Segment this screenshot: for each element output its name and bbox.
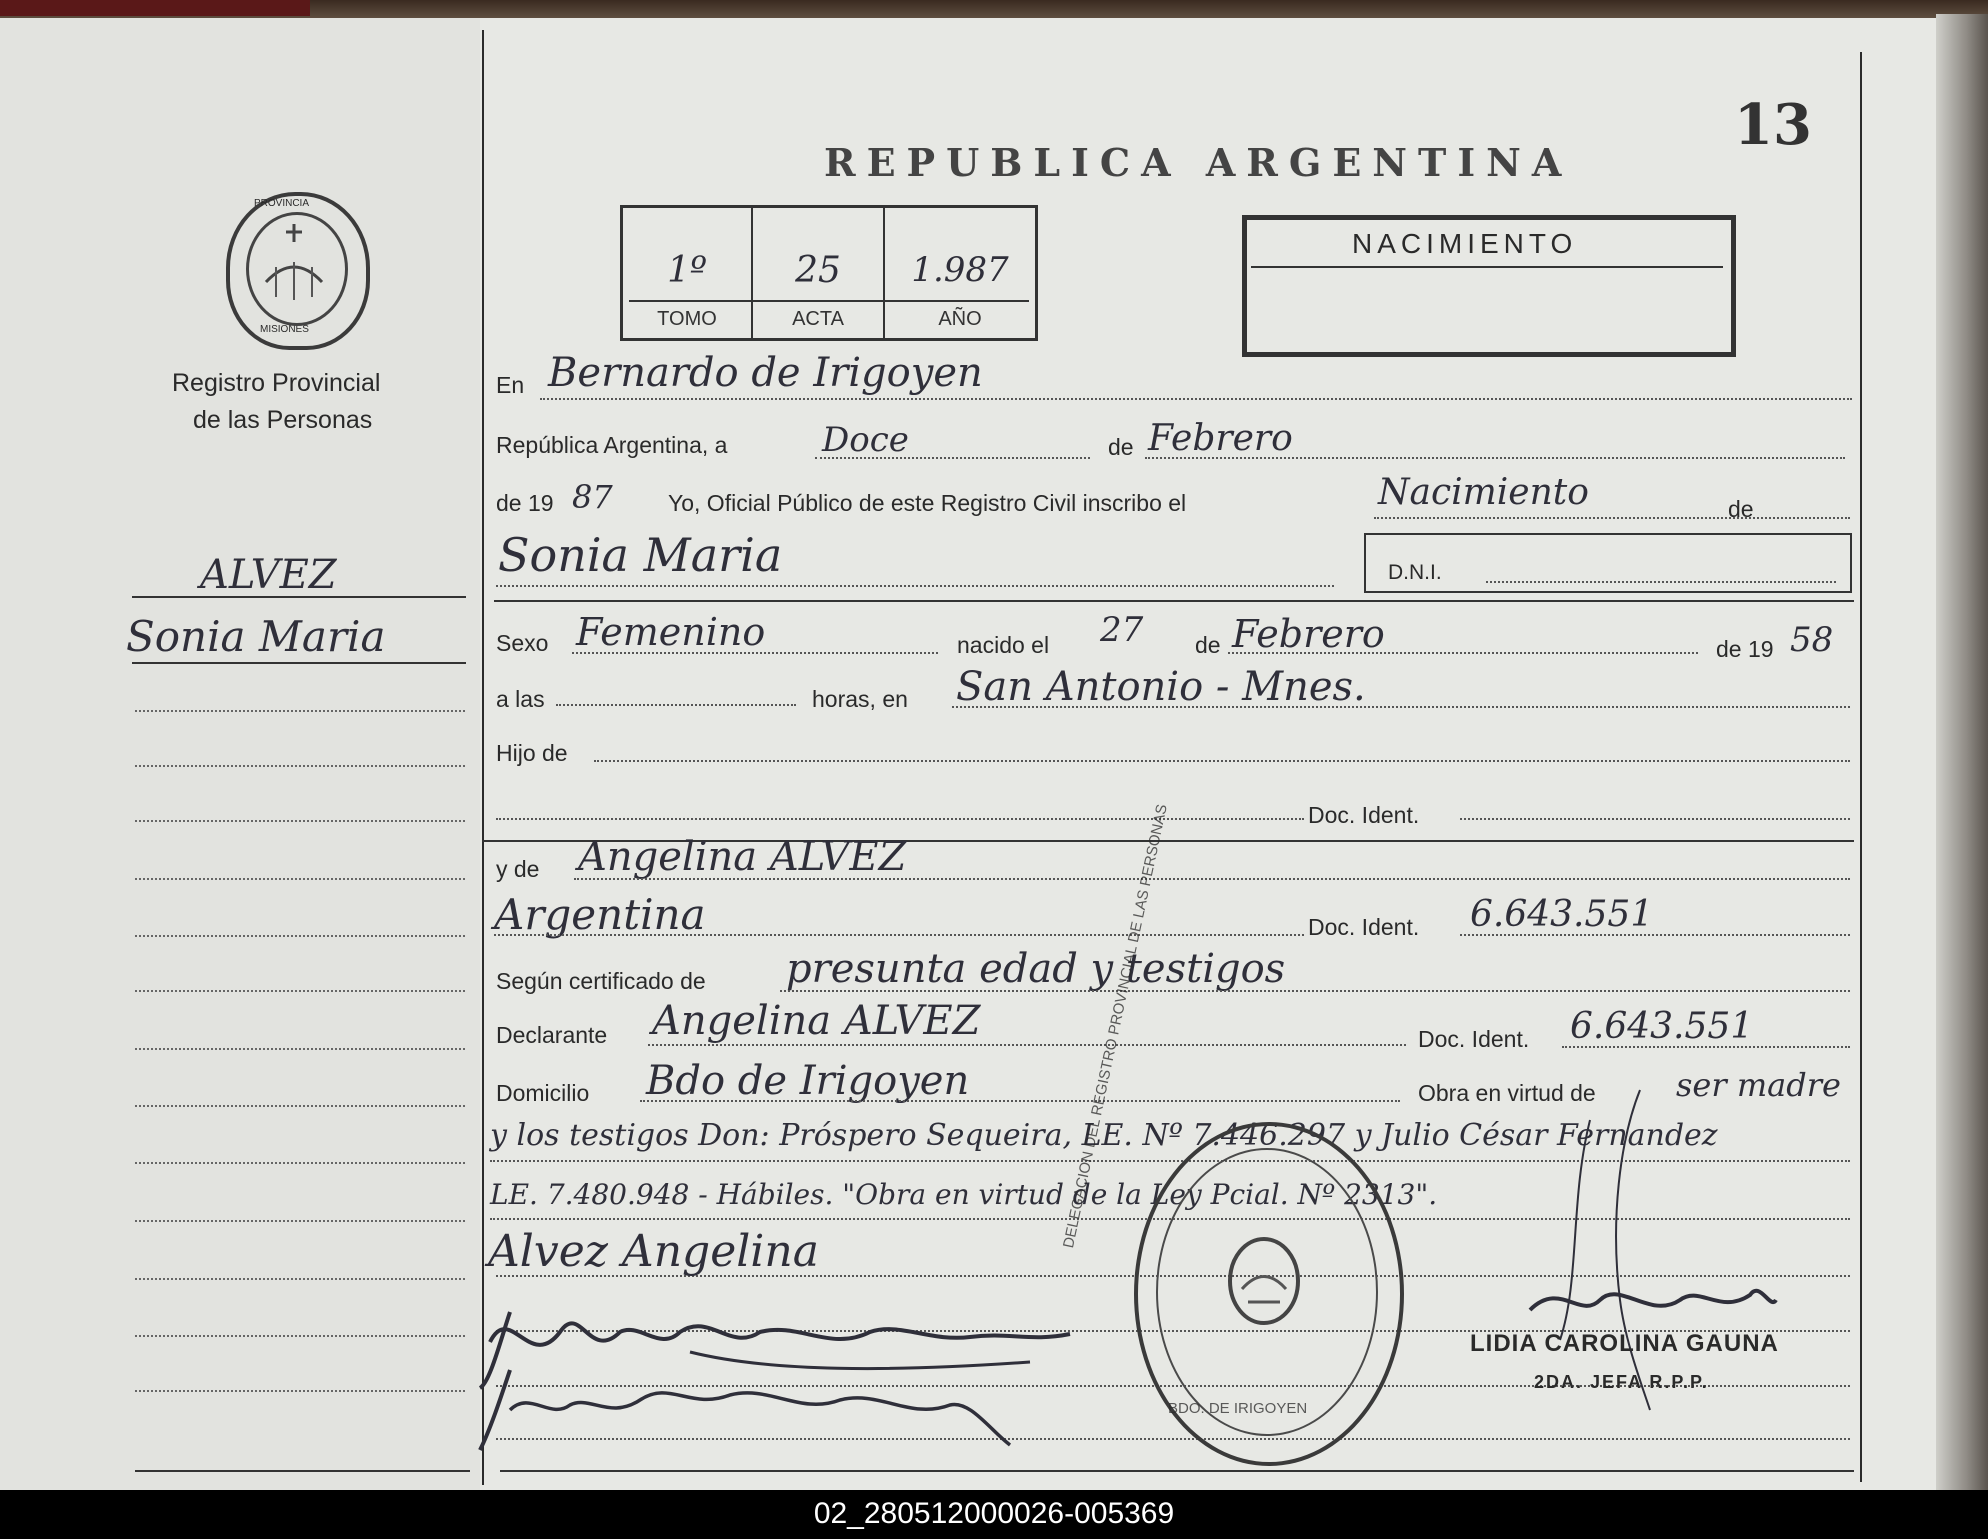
stub-given-line bbox=[132, 662, 466, 664]
label-sexo: Sexo bbox=[496, 630, 549, 656]
stub-line bbox=[135, 765, 465, 767]
field-declarant-doc: 6.643.551 bbox=[1570, 1006, 1754, 1047]
mother-signature: Alvez Angelina bbox=[488, 1226, 819, 1277]
year-value: 1.987 bbox=[911, 250, 1009, 290]
stub-given-names: Sonia Maria bbox=[126, 612, 386, 661]
mother-line bbox=[574, 878, 1850, 880]
label-de-19-birth: de 19 bbox=[1716, 636, 1774, 662]
page-number: 13 bbox=[1734, 92, 1812, 158]
label-obra-en-virtud: Obra en virtud de bbox=[1418, 1080, 1596, 1106]
field-birth-place: San Antonio - Mnes. bbox=[956, 664, 1366, 710]
field-place: Bernardo de Irigoyen bbox=[548, 350, 983, 396]
stub-line bbox=[135, 820, 465, 822]
label-de-birth-month: de bbox=[1195, 632, 1221, 658]
sex-line bbox=[572, 652, 938, 654]
year-label: AÑO bbox=[938, 308, 982, 330]
witness-signature-2-icon bbox=[470, 1350, 1030, 1460]
field-child-name: Sonia Maria bbox=[498, 528, 783, 582]
label-segun-certificado: Según certificado de bbox=[496, 968, 706, 994]
act-type-box bbox=[1242, 215, 1736, 357]
birth-month-line bbox=[1228, 652, 1698, 654]
book-cover-edge bbox=[0, 0, 310, 16]
stub-surname-line bbox=[132, 596, 466, 598]
child-name-line bbox=[496, 585, 1334, 587]
declarant-line bbox=[648, 1044, 1406, 1046]
stub-line bbox=[135, 1335, 465, 1337]
official-title: 2DA. JEFA R.P.P. bbox=[1534, 1372, 1709, 1392]
label-domicilio: Domicilio bbox=[496, 1080, 590, 1106]
stub-line bbox=[135, 710, 465, 712]
day-line bbox=[815, 457, 1090, 459]
place-line bbox=[540, 398, 1852, 400]
dni-box bbox=[1364, 533, 1852, 593]
label-republica: República Argentina, a bbox=[496, 432, 728, 458]
coat-top-text: PROVINCIA bbox=[254, 198, 310, 209]
label-de-person: de bbox=[1728, 496, 1754, 522]
field-year-suffix: 87 bbox=[572, 478, 613, 516]
month-line bbox=[1145, 457, 1845, 459]
stub-surname: ALVEZ bbox=[200, 552, 337, 598]
father-doc-line bbox=[1460, 818, 1850, 820]
tomo-label: TOMO bbox=[657, 308, 717, 330]
dni-line bbox=[1486, 581, 1836, 583]
acta-label: ACTA bbox=[792, 308, 844, 330]
field-domicile: Bdo de Irigoyen bbox=[646, 1058, 970, 1104]
label-declarante: Declarante bbox=[496, 1022, 608, 1048]
waterfall-icon bbox=[246, 212, 342, 320]
mother-doc-line bbox=[1460, 934, 1850, 936]
hour-line bbox=[556, 704, 796, 706]
acta-cell bbox=[753, 208, 885, 338]
stub-line bbox=[135, 935, 465, 937]
field-birth-month: Febrero bbox=[1232, 612, 1385, 656]
certificate-line bbox=[780, 990, 1850, 992]
document-title: REPUBLICA ARGENTINA bbox=[824, 140, 1573, 185]
label-a-las: a las bbox=[496, 686, 545, 712]
seal-inner-text: BDO. DE IRIGOYEN bbox=[1168, 1400, 1308, 1417]
acta-value: 25 bbox=[795, 250, 841, 291]
field-mother-nationality: Argentina bbox=[494, 890, 706, 939]
stub-bottom-line bbox=[135, 1470, 470, 1472]
act-type-divider bbox=[1251, 266, 1723, 268]
label-doc-ident-father: Doc. Ident. bbox=[1308, 802, 1420, 828]
registry-name-line2: de las Personas bbox=[193, 406, 373, 434]
page-edge bbox=[1936, 14, 1988, 1490]
field-day: Doce bbox=[822, 420, 909, 460]
tomo-value: 1º bbox=[667, 250, 707, 291]
section-rule-1 bbox=[494, 600, 1854, 602]
father-line-2 bbox=[496, 818, 1304, 820]
nationality-line bbox=[494, 934, 1304, 936]
birth-place-line bbox=[952, 706, 1850, 708]
official-name: LIDIA CAROLINA GAUNA bbox=[1470, 1330, 1779, 1357]
stub-line bbox=[135, 878, 465, 880]
label-hijo-de: Hijo de bbox=[496, 740, 568, 766]
label-y-de: y de bbox=[496, 856, 540, 882]
stub-line bbox=[135, 1162, 465, 1164]
stub-line bbox=[135, 990, 465, 992]
label-yo-oficial: Yo, Oficial Público de este Registro Civil inscribo el bbox=[668, 490, 1187, 516]
act-line bbox=[1374, 517, 1850, 519]
right-margin-line bbox=[1860, 52, 1862, 1482]
seal-outer-text: DELEGACION DEL REGISTRO PROVINCIAL DE LAS PERSONAS bbox=[1060, 802, 1171, 1250]
label-nacido-el: nacido el bbox=[957, 632, 1050, 658]
label-dni: D.N.I. bbox=[1388, 561, 1442, 584]
field-declarant: Angelina ALVEZ bbox=[652, 998, 981, 1044]
declarant-doc-line bbox=[1562, 1046, 1850, 1048]
label-horas-en: horas, en bbox=[812, 686, 908, 712]
stub-line bbox=[135, 1048, 465, 1050]
field-act-written: Nacimiento bbox=[1378, 472, 1589, 513]
official-seal-inner-icon bbox=[1156, 1148, 1378, 1436]
image-caption: 02_280512000026-005369 bbox=[0, 1490, 1988, 1539]
label-en: En bbox=[496, 372, 525, 398]
bottom-rule bbox=[500, 1470, 1854, 1472]
field-birth-day: 27 bbox=[1100, 610, 1144, 650]
field-mother-doc: 6.643.551 bbox=[1470, 894, 1654, 935]
label-de-19: de 19 bbox=[496, 490, 554, 516]
field-month: Febrero bbox=[1148, 418, 1293, 459]
field-birth-year: 58 bbox=[1790, 620, 1834, 660]
year-cell bbox=[885, 208, 1035, 338]
label-de-month: de bbox=[1108, 434, 1134, 460]
stub-line bbox=[135, 1278, 465, 1280]
coat-inner-icon bbox=[246, 212, 348, 326]
field-sex: Femenino bbox=[576, 610, 766, 654]
field-obra-reason: ser madre bbox=[1676, 1066, 1841, 1104]
stub-line bbox=[135, 1220, 465, 1222]
tomo-cell bbox=[623, 208, 753, 338]
stub-line bbox=[135, 1390, 465, 1392]
field-witnesses-line1: y los testigos Don: Próspero Sequeira, LE. Nº 7.446.297 y Julio César Fernandez bbox=[490, 1118, 1718, 1153]
field-mother: Angelina ALVEZ bbox=[578, 834, 907, 880]
stub-line bbox=[135, 1105, 465, 1107]
field-witnesses-line2: LE. 7.480.948 - Hábiles. "Obra en virtud de la Ley Pcial. Nº 2313". bbox=[490, 1178, 1438, 1211]
label-doc-ident-mother: Doc. Ident. bbox=[1308, 914, 1420, 940]
father-line bbox=[594, 760, 1850, 762]
coat-bottom-text: MISIONES bbox=[260, 324, 309, 335]
stub-divider bbox=[482, 30, 484, 1485]
act-type-label: NACIMIENTO bbox=[1352, 228, 1578, 259]
label-doc-ident-declarant: Doc. Ident. bbox=[1418, 1026, 1530, 1052]
registry-name-line1: Registro Provincial bbox=[172, 369, 381, 397]
register-box bbox=[620, 205, 1038, 341]
domicile-line bbox=[640, 1100, 1400, 1102]
seal-emblem-icon bbox=[1224, 1234, 1304, 1328]
field-certificate: presunta edad y testigos bbox=[786, 946, 1286, 992]
